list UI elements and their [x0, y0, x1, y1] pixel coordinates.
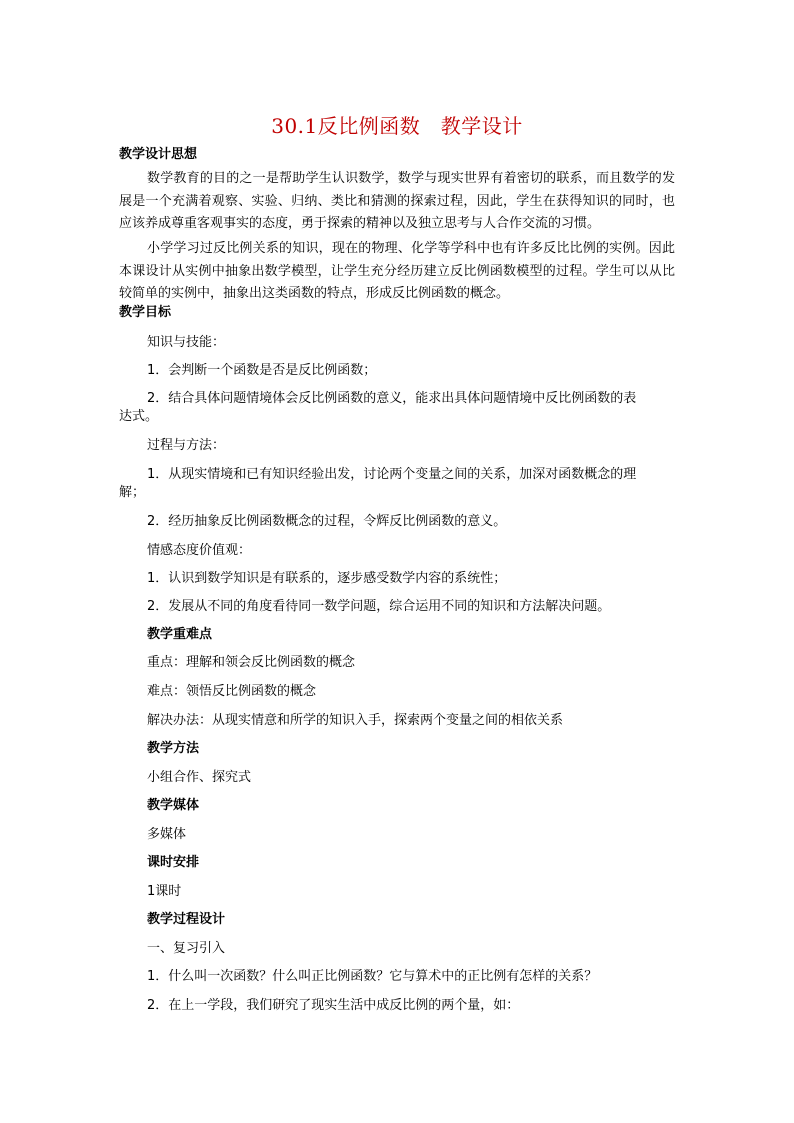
schedule-text: 1课时 — [147, 884, 182, 899]
heading-design-idea: 教学设计思想 — [119, 147, 198, 162]
document-title: 30.1反比例函数 教学设计 — [271, 114, 523, 138]
objective-process-1a: 1．从现实情境和已有知识经验出发，讨论两个变量之间的关系，加深对函数概念的理 — [147, 467, 637, 482]
label-process-methods: 过程与方法： — [147, 438, 226, 453]
paragraph-design-idea-1: 数学教育的目的之一是帮助学生认识数学，数学与现实世界有着密切的联系，而且数学的发展是一个充满着观察、实验、归纳、类比和猜测的探索过程，因此，学生在获得知识的同时，也应该养成尊重客观事实的态度，勇于探索的精神以及独立思考与人合作交流的习惯。 — [119, 171, 675, 231]
method-text: 小组合作、探究式 — [147, 770, 252, 785]
difficulty-text: 难点：领悟反比例函数的概念 — [147, 684, 317, 699]
objective-knowledge-2b: 达式。 — [119, 409, 159, 424]
objective-emotion-2: 2．发展从不同的角度看待同一数学问题，综合运用不同的知识和方法解决问题。 — [147, 599, 611, 614]
media-text: 多媒体 — [147, 827, 187, 842]
heading-process: 教学过程设计 — [147, 912, 226, 927]
process-part-1: 一、复习引入 — [147, 941, 226, 956]
heading-objectives: 教学目标 — [119, 305, 172, 320]
objective-emotion-1: 1．认识到数学知识是有联系的，逐步感受数学内容的系统性； — [147, 571, 507, 586]
label-knowledge-skills: 知识与技能： — [147, 335, 226, 350]
key-point-text: 重点：理解和领会反比例函数的概念 — [147, 655, 356, 670]
objective-knowledge-2a: 2．结合具体问题情境体会反比例函数的意义，能求出具体问题情境中反比例函数的表 — [147, 391, 637, 406]
solution-text: 解决办法：从现实情意和所学的知识入手，探索两个变量之间的相依关系 — [147, 713, 564, 728]
objective-process-2: 2．经历抽象反比例函数概念的过程，令辉反比例函数的意义。 — [147, 514, 507, 529]
paragraph-design-idea-2: 小学学习过反比例关系的知识，现在的物理、化学等学科中也有许多反比比例的实例。因此本课设计从实例中抽象出数学模型，让学生充分经历建立反比例函数模型的过程。学生可以从比较简单的实例中，抽象出这类函数的特点，形成反比例函数的概念。 — [119, 241, 675, 301]
process-question-1: 1．什么叫一次函数？什么叫正比例函数？它与算术中的正比例有怎样的关系？ — [147, 969, 598, 984]
heading-method: 教学方法 — [147, 741, 200, 756]
heading-schedule: 课时安排 — [147, 855, 200, 870]
process-question-2: 2．在上一学段，我们研究了现实生活中成反比例的两个量，如： — [147, 998, 520, 1013]
objective-process-1b: 解； — [119, 485, 146, 500]
label-emotion-values: 情感态度价值观： — [147, 543, 252, 558]
heading-key-points: 教学重难点 — [147, 627, 213, 642]
objective-knowledge-1: 1．会判断一个函数是否是反比例函数； — [147, 363, 377, 378]
heading-media: 教学媒体 — [147, 798, 200, 813]
